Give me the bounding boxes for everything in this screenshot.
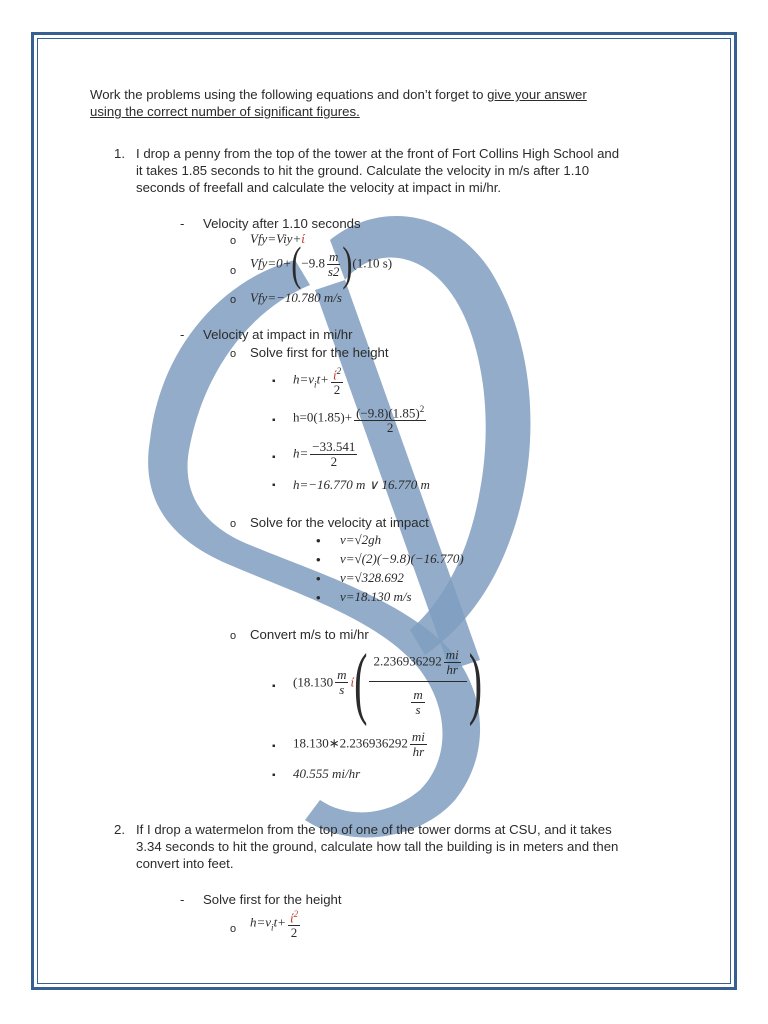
subsection-velocity-title: Solve for the velocity at impact	[250, 515, 429, 530]
circle-bullet: o	[230, 923, 237, 935]
equation-vfy-1-text: Vfy=Viy+	[250, 231, 302, 246]
fraction-num: ί	[289, 910, 294, 926]
section-velocity-1-10-title: Velocity after 1.10 seconds	[203, 216, 361, 231]
equation-vfy-1-red: ί	[301, 231, 305, 246]
fraction-den: s	[415, 702, 421, 717]
section-velocity-impact-title: Velocity at impact in mi/hr	[203, 327, 353, 342]
eq-part: h=	[293, 445, 309, 461]
fraction-den: s2	[327, 264, 340, 279]
problem-2-number: 2.	[114, 822, 125, 837]
eq-part: 18.130∗2.236936292	[293, 735, 408, 751]
fraction	[335, 668, 348, 697]
eq-part: t+	[316, 371, 329, 387]
fraction-den: 2	[290, 925, 298, 941]
equation-convert-1	[293, 636, 483, 727]
paren: (	[354, 636, 368, 727]
problem-1-number: 1.	[114, 146, 125, 161]
problem-1-line-1: I drop a penny from the top of the tower at the front of Fort Collins High School and	[136, 146, 620, 161]
dash-bullet: -	[180, 892, 185, 907]
square-bullet: ▪	[272, 452, 276, 463]
fraction-num: m	[337, 667, 347, 682]
paren: )	[468, 636, 483, 727]
fraction-num: mi	[445, 647, 459, 662]
eq-part: (18.130	[293, 674, 334, 690]
equation-convert-2	[293, 730, 429, 759]
equation-vfy-3: Vfy=−10.780 m/s	[250, 290, 342, 305]
fraction	[288, 907, 300, 940]
equation-v-4: v=18.130 m/s	[340, 589, 412, 604]
square-bullet: ▪	[272, 741, 276, 752]
fraction	[310, 440, 357, 469]
dot-bullet: •	[316, 571, 321, 586]
eq-part: 2.236936292	[373, 653, 442, 669]
dash-bullet: -	[180, 216, 185, 231]
square-bullet: ▪	[272, 376, 276, 387]
problem-2-line-2: 3.34 seconds to hit the ground, calculate how tall the building is in meters and then	[136, 839, 619, 854]
fraction-num: m	[328, 249, 339, 264]
fraction-num: m	[413, 687, 423, 702]
square-bullet: ▪	[272, 770, 276, 781]
fraction-den: 2	[330, 454, 338, 469]
equation-vfy-2-suffix: (1.10 s)	[352, 255, 393, 271]
eq-sup: 2	[293, 909, 299, 919]
fraction-num: ί	[332, 367, 337, 383]
problem-2-line-3: convert into feet.	[136, 856, 234, 871]
subsection-convert-title: Convert m/s to mi/hr	[250, 627, 369, 642]
fraction-den: 2	[333, 382, 341, 398]
equation-h-4: h=−16.770 m ∨ 16.770 m	[293, 477, 430, 492]
fraction	[444, 648, 461, 677]
equation-vfy-2-value: −9.8	[301, 255, 325, 271]
eq-red: ί	[350, 674, 355, 690]
problem-1-line-2: it takes 1.85 seconds to hit the ground. Calculate the velocity in m/s after 1.10	[136, 163, 590, 178]
fraction	[327, 250, 340, 279]
fraction-big	[369, 648, 466, 717]
intro-underlined-1: give your answer	[487, 87, 587, 102]
fraction-num: mi	[411, 729, 425, 744]
equation-v-1: v=√2gh	[340, 532, 382, 547]
eq-part: h=0(1.85)+	[293, 409, 353, 425]
eq-part: h=v	[250, 914, 272, 930]
section-height-title: Solve first for the height	[203, 892, 342, 907]
circle-bullet: o	[230, 518, 237, 530]
fraction	[331, 364, 343, 397]
eq-sup: 2	[336, 366, 342, 376]
paren: )	[342, 237, 353, 291]
eq-part: t+	[273, 914, 286, 930]
intro-text: Work the problems using the following equations and don’t forget to	[90, 87, 488, 102]
fraction	[354, 402, 426, 435]
circle-bullet: o	[230, 235, 237, 247]
circle-bullet: o	[230, 294, 237, 306]
fraction-den: s	[339, 682, 345, 697]
eq-sub: i	[314, 379, 317, 390]
dot-bullet: •	[316, 590, 321, 605]
fraction	[410, 730, 427, 759]
fraction	[411, 688, 424, 717]
fraction-num: −33.541	[312, 439, 356, 454]
dot-bullet: •	[316, 533, 321, 548]
problem-1-line-3: seconds of freefall and calculate the velocity at impact in mi/hr.	[136, 180, 502, 195]
fraction-den: 2	[386, 420, 394, 436]
dot-bullet: •	[316, 552, 321, 567]
equation-vfy-2-prefix: Vfy=0+	[250, 255, 292, 271]
fraction-den: hr	[446, 662, 458, 677]
square-bullet: ▪	[272, 480, 276, 491]
eq-sub: i	[271, 922, 274, 933]
intro-underlined-2: using the correct number of significant figures.	[90, 104, 360, 119]
eq-part: h=v	[293, 371, 315, 387]
fraction-num: (−9.8)(1.85)	[356, 405, 420, 421]
dash-bullet: -	[180, 327, 185, 342]
subsection-height-title: Solve first for the height	[250, 345, 389, 360]
eq-sup: 2	[419, 404, 425, 414]
intro-line-1	[90, 86, 587, 103]
circle-bullet: o	[230, 630, 237, 642]
square-bullet: ▪	[272, 681, 276, 692]
equation-h-problem-2	[250, 907, 302, 940]
circle-bullet: o	[230, 265, 237, 277]
problem-2-line-1: If I drop a watermelon from the top of one of the tower dorms at CSU, and it takes	[136, 822, 612, 837]
paren: (	[291, 237, 302, 291]
fraction-den: hr	[412, 744, 425, 759]
equation-convert-3: 40.555 mi/hr	[293, 766, 361, 781]
circle-bullet: o	[230, 348, 237, 360]
equation-h-2	[293, 402, 428, 435]
square-bullet: ▪	[272, 415, 276, 426]
equation-v-2: v=√(2)(−9.8)(−16.770)	[340, 551, 464, 566]
equation-h-1	[293, 364, 345, 397]
equation-h-3	[293, 440, 359, 469]
equation-v-3: v=√328.692	[340, 570, 404, 585]
